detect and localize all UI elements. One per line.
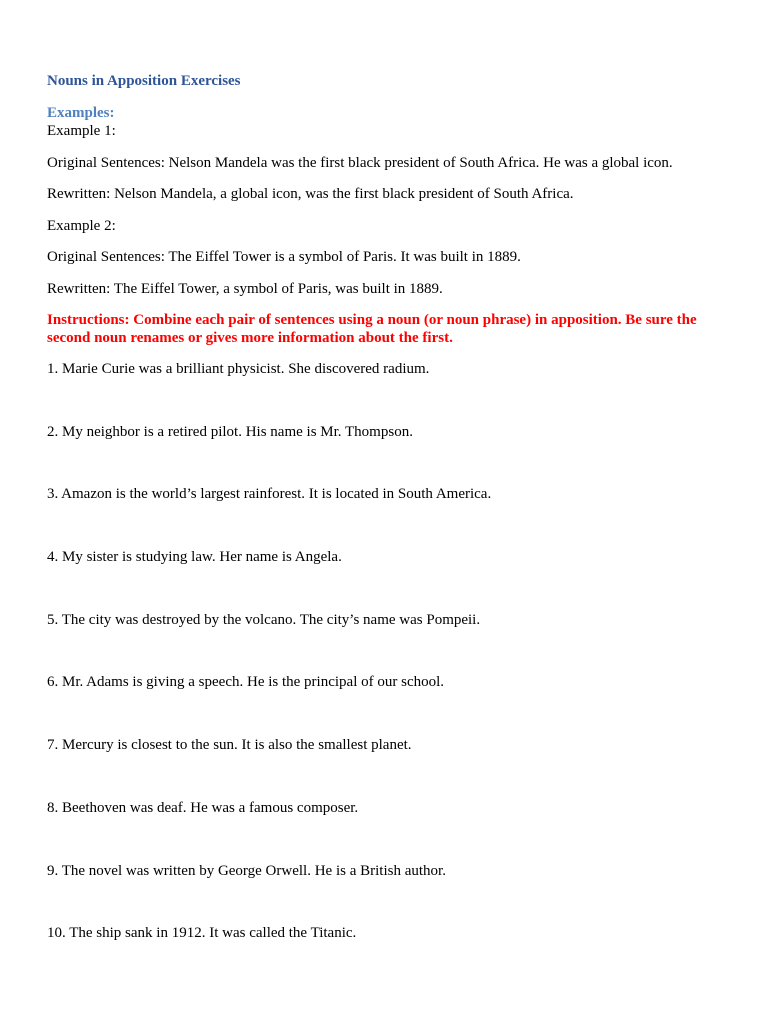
exercise-item-7: 7. Mercury is closest to the sun. It is also the smallest planet. <box>47 737 412 754</box>
exercise-item-6: 6. Mr. Adams is giving a speech. He is the principal of our school. <box>47 674 445 691</box>
exercise-item-1: 1. Marie Curie was a brilliant physicist. She discovered radium. <box>47 361 430 377</box>
example-2-label: Example 2: <box>47 217 116 234</box>
exercise-item-4: 4. My sister is studying law. Her name is Angela. <box>47 549 342 566</box>
example-1-original: Original Sentences: Nelson Mandela was the first black president of South Africa. He was a global icon. <box>47 154 673 171</box>
exercise-item-3: 3. Amazon is the world’s largest rainforest. It is located in South America. <box>47 486 492 503</box>
exercise-list <box>47 360 727 987</box>
exercise-item-2: 2. My neighbor is a retired pilot. His name is Mr. Thompson. <box>47 423 413 440</box>
example-1-rewritten: Rewritten: Nelson Mandela, a global icon, was the first black president of South Africa. <box>47 186 574 202</box>
exercise-item-5: 5. The city was destroyed by the volcano. The city’s name was Pompeii. <box>47 611 481 628</box>
example-2-rewritten: Rewritten: The Eiffel Tower, a symbol of Paris, was built in 1889. <box>47 280 443 297</box>
example-2-original: Original Sentences: The Eiffel Tower is a symbol of Paris. It was built in 1889. <box>47 249 521 265</box>
example-1-label: Example 1: <box>47 123 116 139</box>
instructions: Instructions: Combine each pair of sentences using a noun (or noun phrase) in apposition. Be sure the second noun renames or gives more information about the first. <box>47 312 697 346</box>
exercise-item-10: 10. The ship sank in 1912. It was called the Titanic. <box>47 925 357 942</box>
document-page <box>47 72 727 987</box>
exercise-item-8: 8. Beethoven was deaf. He was a famous composer. <box>47 799 359 816</box>
document-title: Nouns in Apposition Exercises <box>47 73 241 89</box>
examples-heading: Examples: <box>47 105 115 121</box>
exercise-item-9: 9. The novel was written by George Orwell. He is a British author. <box>47 862 446 879</box>
